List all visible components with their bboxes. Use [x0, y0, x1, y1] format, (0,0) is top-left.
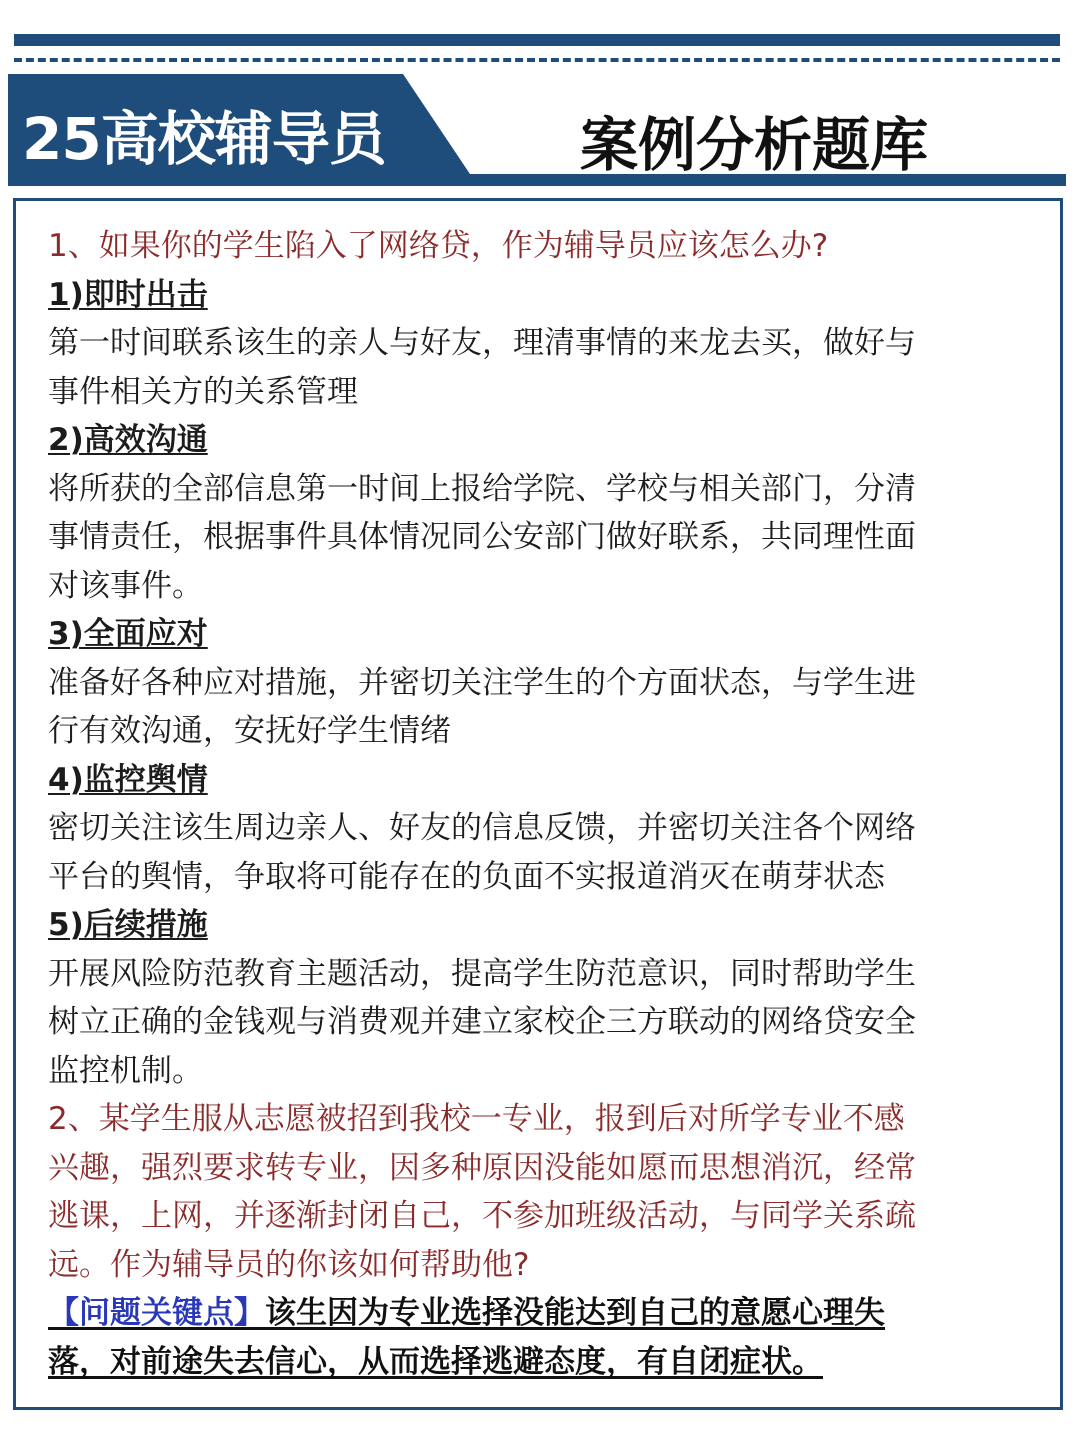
- top-decor-bar: [14, 34, 1060, 46]
- section-text: 密切关注该生周边亲人、好友的信息反馈，并密切关注各个网络: [48, 810, 916, 846]
- question-2-line: 2、某学生服从志愿被招到我校一专业，报到后对所学专业不感: [48, 1101, 905, 1137]
- question-2-line: 远。作为辅导员的你该如何帮助他?: [48, 1246, 530, 1283]
- section-heading: 1)即时出击: [48, 276, 208, 313]
- section-heading: 2)高效沟通: [48, 422, 208, 458]
- question-2-line: 逃课，上网，并逐渐封闭自己，不参加班级活动，与同学关系疏: [48, 1198, 916, 1234]
- banner-right-title: 案例分析题库: [580, 111, 929, 179]
- section-heading: 4)监控舆情: [48, 761, 208, 798]
- top-dashed-divider: [14, 58, 1060, 62]
- section-text: 准备好各种应对措施，并密切关注学生的个方面状态，与学生进: [48, 664, 916, 701]
- section-text: 对该事件。: [48, 567, 203, 604]
- section-heading: 3)全面应对: [48, 616, 208, 652]
- question-2-line: 兴趣，强烈要求转专业，因多种原因没能如愿而思想消沉，经常: [48, 1149, 916, 1186]
- section-text: 将所获的全部信息第一时间上报给学院、学校与相关部门，分清: [48, 470, 916, 507]
- section-text: 第一时间联系该生的亲人与好友，理清事情的来龙去买，做好与: [48, 325, 916, 361]
- section-text: 开展风险防范教育主题活动，提高学生防范意识，同时帮助学生: [48, 955, 916, 992]
- section-text: 行有效沟通，安抚好学生情绪: [48, 713, 451, 749]
- question-1: 1、如果你的学生陷入了网络贷，作为辅导员应该怎么办?: [48, 228, 829, 264]
- section-text: 平台的舆情，争取将可能存在的负面不实报道消灭在萌芽状态: [48, 858, 885, 895]
- content-body: [48, 222, 1038, 1386]
- section-text: 事件相关方的关系管理: [48, 373, 358, 410]
- title-banner: [8, 74, 1066, 186]
- section-text: 监控机制。: [48, 1052, 203, 1089]
- banner-left-title: 25高校辅导员: [22, 105, 386, 173]
- section-text: 树立正确的金钱观与消费观并建立家校企三方联动的网络贷安全: [48, 1004, 916, 1040]
- key-point-text: 该生因为专业选择没能达到自己的意愿心理失: [265, 1295, 885, 1331]
- key-point-line: [48, 1289, 1038, 1338]
- key-point-label: 【问题关键点】: [48, 1295, 265, 1331]
- key-point-line: 落，对前途失去信心，从而选择逃避态度，有自闭症状。: [48, 1343, 823, 1380]
- section-text: 事情责任，根据事件具体情况同公安部门做好联系，共同理性面: [48, 519, 916, 555]
- section-heading: 5)后续措施: [48, 907, 208, 943]
